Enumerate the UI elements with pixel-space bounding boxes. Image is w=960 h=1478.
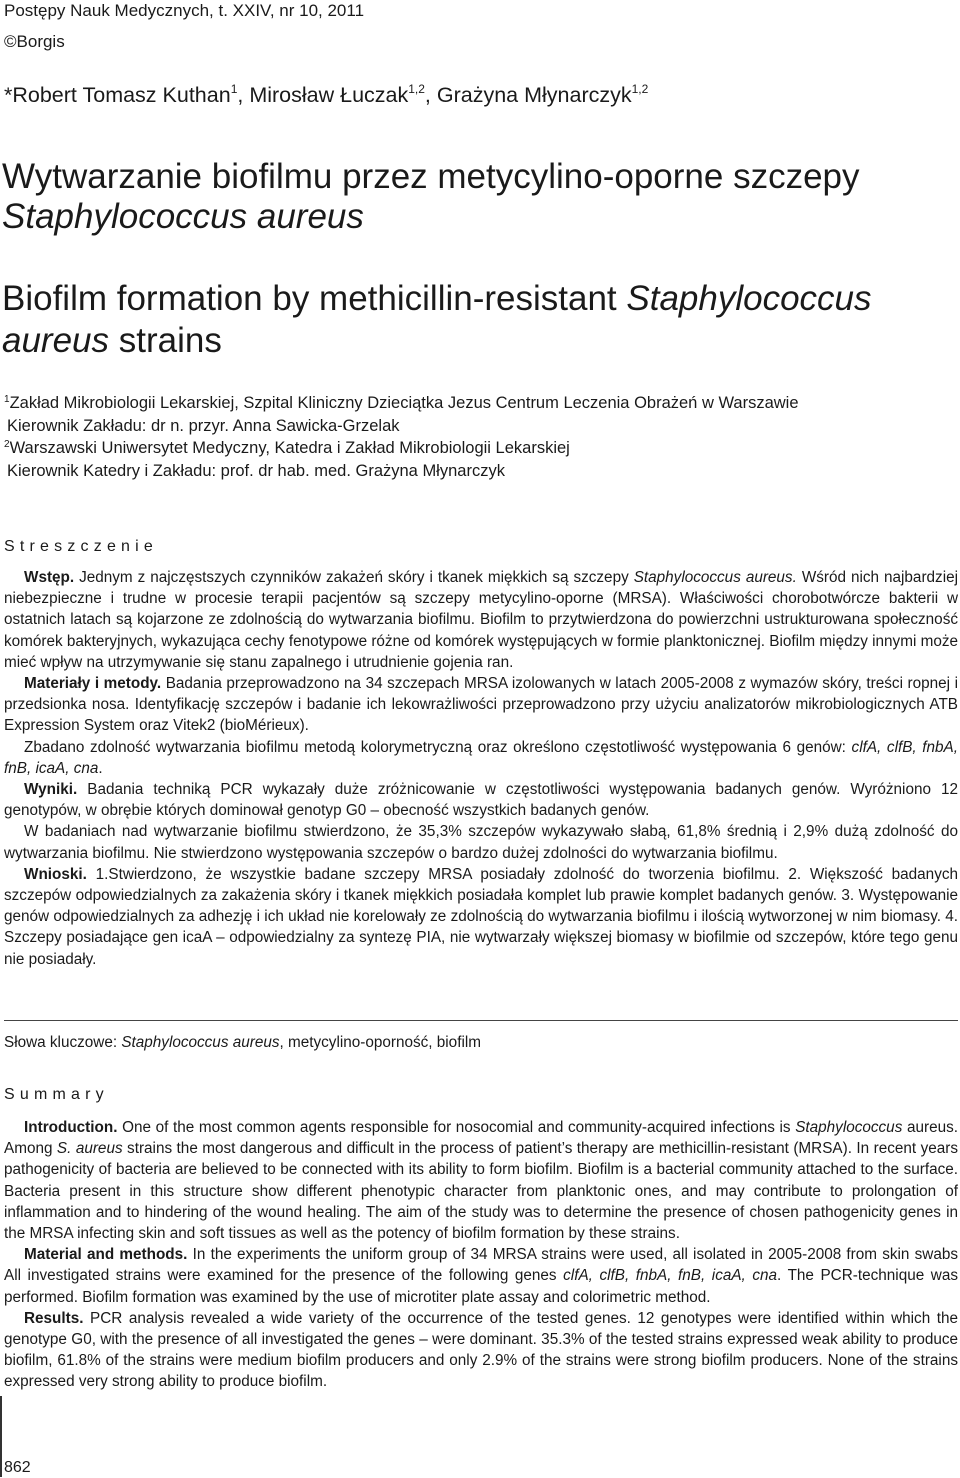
- section-label: Wstęp.: [24, 569, 75, 586]
- section-label: Results.: [24, 1309, 84, 1327]
- section-label: Introduction.: [24, 1119, 118, 1136]
- section-label: Material and methods.: [24, 1246, 188, 1264]
- abstract-paragraph: [4, 821, 958, 863]
- affiliation-head-2: Kierownik Katedry i Zakładu: prof. dr hab. med. Grażyna Młynarczyk: [7, 461, 505, 480]
- affiliation-marker: 1: [230, 82, 238, 96]
- paragraph-text: Badania przeprowadzono na 34 szczepach MRSA izolowanych w latach 2005-2008 z wymazów skóry, treści ropnej i przedsionka nosa. Identyfikację szczepów i badanie ich lekowrażliwości przeprowadzono przy użyciu analizatorów mikrobiologicznych ATB Expression System oraz Vitek2 (bioMérieux).: [4, 675, 958, 735]
- abstract-paragraph: [4, 864, 958, 970]
- affiliation-text: Zakład Mikrobiologii Lekarskiej, Szpital Kliniczny Dzieciątka Jezus Centrum Leczenia Obrażeń w Warszawie: [9, 394, 799, 412]
- paragraph-text: 1.Stwierdzono, że wszystkie badane szczepy MRSA posiadały zdolność do tworzenia biofilmu. 2. Większość badanych szczepów odpowiedzialnych za zakażenia skóry i tkanek miękkich posiadała komplet lub prawie komplet badanych genów. 3. Występowanie genów odpowiedzialnych za adhezję i ich układ nie korelowały ze zdolnością do wytwarzania biofilmu i ilością wytworzonej w nim biomasy. 4. Szczepy posiadające gen icaA – odpowiedzialny za syntezę PIA, nie wytwarzały większej biomasy w biofilmie od szczepów, które tego genu nie posiadały.: [4, 865, 958, 968]
- author-name: *Robert Tomasz Kuthan: [4, 83, 231, 107]
- paragraph-text: W badaniach nad wytwarzanie biofilmu stwierdzono, że 35,3% szczepów wykazywało słabą, 61,8% średnią i 2,9% dużą zdolność do wytwarzania biofilmu. Nie stwierdzono występowania szczepów o bardzo dużej zdolności do wytwarzania biofilmu.: [4, 823, 958, 862]
- affiliation-marker: 1: [4, 394, 10, 405]
- affiliation-text: Warszawski Uniwersytet Medyczny, Katedra i Zakład Mikrobiologii Lekarskiej: [9, 439, 570, 457]
- streszczenie-heading: Streszczenie: [4, 538, 158, 555]
- journal-citation: Postępy Nauk Medycznych, t. XXIV, nr 10, 2011: [4, 1, 365, 20]
- title-polish-text: Wytwarzanie biofilmu przez metycylino-oporne szczepy: [2, 157, 860, 196]
- abstract-polish: [4, 567, 958, 970]
- abstract-paragraph: [4, 1308, 958, 1393]
- keywords: [4, 1032, 481, 1053]
- title-polish: [2, 157, 952, 237]
- summary-heading: Summary: [4, 1086, 109, 1103]
- keywords-text: , metycylino-oporność, biofilm: [279, 1034, 481, 1051]
- affiliations: [4, 392, 944, 482]
- species-name: Staphylococcus aureus: [121, 1034, 280, 1051]
- abstract-paragraph: [4, 1244, 958, 1308]
- paragraph-text: Wśród nich najbardziej niebezpieczne i trudne w procesie terapii pacjentów są szczepy metycylino-oporne (MRSA). Właściwości chorobotwórcze bakterii w ostatnich latach są kojarzone ze zdolnością do wytwarzania biofilmu. Biofilm to przytwierdzona do powierzchni ustrukturowana społeczność komórek bakteryjnych, wykazująca cechy fenotypowe różne od komórek występujących w formie planktonicznej. Biofilm między innymi może mieć wpływ na utrzymywanie się stanu zapalnego i utrudnienie gojenia ran.: [4, 569, 958, 671]
- title-english-tail: strains: [109, 321, 222, 360]
- author-name: , Grażyna Młynarczyk: [424, 83, 632, 107]
- section-label: Wyniki.: [24, 781, 78, 799]
- title-english-species: Staphylococcus aureus: [2, 279, 872, 360]
- abstract-paragraph: [4, 673, 958, 737]
- keywords-label: Słowa kluczowe:: [4, 1034, 122, 1051]
- section-label: Materiały i metody.: [24, 675, 162, 693]
- title-english-text: Biofilm formation by methicillin-resistant: [2, 279, 627, 318]
- divider: [4, 1020, 958, 1021]
- publisher-copyright: ©Borgis: [4, 32, 65, 51]
- title-english: [2, 278, 952, 362]
- abstract-english: [4, 1117, 958, 1393]
- gene-list: clfA, clfB, fnbA, fnB, icaA, cna: [4, 738, 959, 777]
- abstract-paragraph: [4, 737, 958, 779]
- title-polish-species: Staphylococcus aureus: [2, 197, 364, 236]
- species-name: S. aureus: [56, 1140, 123, 1158]
- abstract-paragraph: [4, 779, 958, 821]
- author-name: , Mirosław Łuczak: [237, 83, 409, 107]
- species-name: Staphylococcus: [795, 1119, 903, 1136]
- author-list: [4, 80, 648, 110]
- page-number: 862: [4, 1459, 31, 1476]
- affiliation-1: [4, 392, 944, 415]
- paragraph-text: PCR analysis revealed a wide variety of the occurrence of the tested genes. 12 genotypes were identified within which the genotype G0, with the presence of all investigated the genes – were dominant. 35.3% of the tested strains expressed weak ability to produce biofilm, 61.8% of the strains were medium biofilm producers and only 2.9% of the strains were strong biofilm producers. None of the strains expressed very strong ability to produce biofilm.: [4, 1309, 958, 1391]
- affiliation-marker: 1,2: [408, 82, 425, 96]
- affiliation-2: [4, 437, 944, 460]
- paragraph-text: Zbadano zdolność wytwarzania biofilmu metodą kolorymetryczną oraz określono częstotliwość występowania 6 genów:: [24, 738, 852, 756]
- paragraph-text: Badania techniką PCR wykazały duże zróżnicowanie w częstotliwości występowania badanych genów. Wyróżniono 12 genotypów, w obrębie których dominował genotyp G0 – obecność wszystkich badanych genów.: [4, 781, 958, 820]
- species-name: Staphylococcus aureus.: [633, 569, 797, 586]
- abstract-paragraph: [4, 567, 958, 673]
- affiliation-marker: 1,2: [631, 82, 649, 96]
- page-edge-bar: [0, 1396, 2, 1477]
- section-label: Wnioski.: [24, 865, 87, 883]
- paragraph-text: strains the most dangerous and difficult in the process of patient’s therapy are methicillin-resistant (MRSA). In recent years pathogenicity of bacteria are believed to be connected with its ability to form biofilm. Biofilm is a bacterial community attached to the surface. Bacteria present in this structure show different phenotypic character from planktonic ones, and may contribute to prolongation of inflammation and to hindering of the wound healing. The aim of the study was to determine the presence of chosen pathogenicity genes in the MRSA infecting skin and soft tissues as well as the potency of biofilm formation by these strains.: [4, 1140, 959, 1243]
- paragraph-text: One of the most common agents responsible for nosocomial and community-acquired infections is: [117, 1119, 796, 1136]
- gene-list: clfA, clfB, fnbA, fnB, icaA, cna: [563, 1267, 778, 1285]
- paragraph-text: Jednym z najczęstszych czynników zakażeń skóry i tkanek miękkich są szczepy: [74, 569, 634, 586]
- paragraph-text: aureus. Among: [4, 1119, 958, 1158]
- paragraph-text: .: [98, 759, 103, 777]
- paragraph-text: . The PCR-technique was performed. Biofilm formation was examined by the use of microtiter plate assay and colorimetric method.: [4, 1267, 958, 1306]
- paragraph-text: In the experiments the uniform group of 34 MRSA strains were used, all isolated in 2005-2008 from skin swabs All investigated strains were examined for the presence of the following genes: [4, 1246, 958, 1285]
- affiliation-marker: 2: [4, 439, 10, 450]
- affiliation-head-1: Kierownik Zakładu: dr n. przyr. Anna Sawicka-Grzelak: [7, 416, 400, 435]
- abstract-paragraph: [4, 1117, 958, 1244]
